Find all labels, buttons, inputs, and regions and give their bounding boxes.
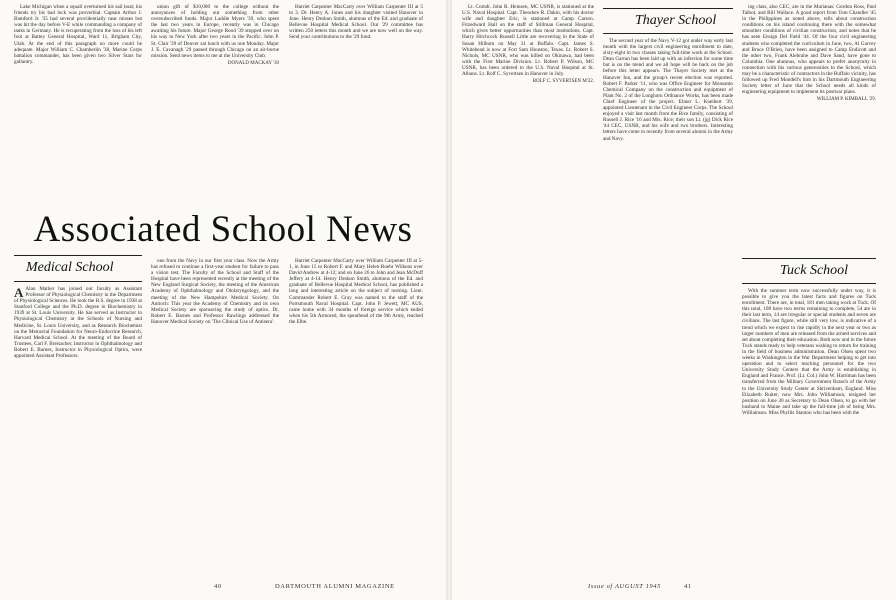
right-column-3	[742, 4, 876, 252]
thayer-rule-top	[603, 8, 733, 9]
medical-column-2	[151, 258, 279, 578]
tuck-rule-top	[742, 258, 876, 259]
medical-column-3	[289, 258, 423, 578]
left-top-column-3	[289, 4, 423, 194]
medical-col3-text: Harriet Carpenter MacCarty over William Carpenter III at 5-1, in June 15 to Robert F. and Mary Helen Roehr Wilkens over David Andrew at 4-12; and on June 26 to John and Jean McDuff Jeffery at 4-14. Henry Deshon Smith, alumnus of the Ed. and graduate of Bellevue Hospital Medical School, has published a long and interesting article on the subject of nursing. Lieut. Commander Robert E. Gray was named to the staff of the Portsmouth Naval Hospital. Capt. John P. Jewett, MC AUS, came home with 34 months of foreign service which ended when his 5th Armored, the spearhead of the 9th Army, reached the Elbe.	[289, 258, 423, 325]
right-col2-text: The second year of the Navy V-12 got under way early last month with the largest civil engineering enrollment to date, sixty-eight in two classes taking full-time work at the School. Dean Garran has been laid up with an infection for some time but is on the mend and we all hope will be back on the job before this letter appears. The Thayer Society met at the Hanover Inn, and the group's recent election was reported. Robert F. Parker '11, who was Office Engineer for Monsanto Chemical Company on the construction and equipment of Plant No. 2 of the Longhorn Ordnance Works, has been made Chief Engineer of the project. Elmer L. Kneibert '39, appointed Lieutenant in the Civil Engineer Corps. The School enjoyed a visit last month from the Rice family, consisting of Russell J. Rice '16 and Mrs. Rice; their son Lt. (jg) Dick Rice '44 CEC, USNR, and his wife and two brothers. Interesting letters have come in recently from several alumni in the Army and Navy.	[603, 38, 733, 142]
medical-col2-text: one from the Navy in our first year class. Now the Army has refused to continue a first-year student for failure to pass a vision test. The Faculty of the School and Staff of the Hospital have been represented recently at the meeting of the New England Surgical Society, the meeting of the American Academy of Ophthalmology and Otolaryngology, and the meeting of the New Hampshire Medical Society. On Antioch: This year the Academy of Chemistry and its own Medical Society are sponsoring the study of optics. Dr. Robert E. Barnes and Professor Rawlings addressed the Hanover Medical Society on 'The Clinical Use of Antisera'.	[151, 258, 279, 325]
tuck-col-text: With the summer term now successfully under way, it is possible to give you the latest facts and figures on Tuck enrollment. There are, in total, 181 men taking work at Tuck. Of this total, 108 have two terms remaining to complete, 54 are in their last term, 14 are irregular or special students and seven are civilians. The last figure, while still very low, is indicative of a trend which we expect to rise rapidly in the next year or two as larger numbers of men are released from the armed services and set about completing their education. Both now and in the future Tuck stands ready to help veterans wishing to return for training in the field of business administration. Dean Olsen spent two weeks in Washington in the War Department helping to get into operation and to select teaching personnel for the two University Study Centers that the Army is establishing in England and France. Prof. (Lt. Col.) John W. Harriman has been transferred from the Military Government Branch of the Army to the University Study Center at Shrivenham, England. Miss Elizabeth Ruiter, now Mrs. John Williamson, resigned her position on June 30 as Secretary to Dean Olsen, to go with her husband to Maine and take up the full-time job of being Mrs. Williamson. Miss Phyllis Stanton who has been with the	[742, 288, 876, 416]
left-top-column-1	[14, 4, 142, 194]
right-col3-text: ing class, also CEC, are in the Marianas: Gordon Ross, Paul Talbot, and Bill Wallace. A good report from Tom Chandler '45 in the Philippines as noted above, tells about construction conditions on his island continuing there with the somewhat smoother conditions of civilian construction, and notes that he has seen Ensign Del Field '44. Of the four civil engineering students who completed the curriculum in June, two, Al Garvey and Bruce O'Brien, have been assigned to Camp Endicott and the other two, Frank Alebrahe and Dave Sand, have gone to Columbia. One alumnus, who appears to prefer anonymity in connection with his various generosities to the School, which may be a characteristic of contractors in the Buffalo vicinity, has followed up Fred Mondell's hint in his Dartmouth Engineering Society letter of June that the School needs all kinds of engineering equipment to implement its postwar plans.	[742, 4, 876, 96]
medical-rule-top	[14, 255, 142, 256]
thayer-rule-bottom	[603, 33, 733, 34]
right-page-number: 41	[684, 583, 692, 590]
drop-cap: A	[14, 286, 24, 300]
right-column-2	[603, 38, 733, 572]
left-page-number: 40	[214, 583, 222, 590]
right-col3-signature: WILLIAM P. KIMBALL '29.	[816, 97, 876, 103]
left-page	[0, 0, 446, 600]
right-col1-text: Lt. Comdr. John R. Heinsen, MC USNR, is stationed at the U.S. Naval Hospital. Capt. Theodore R. Dakin, with his doctor wife and daughter Eric, is stationed at Camp Carson. Fitzedward Hall on the staff of Stillman General Hospital, which gives better opportunities than most institutions. Capt. Harry Hitchcock Russell Little are recovering in the State of Susan Hilburn on May 31 at Buffalo. Capt. James S. Whitehead is now at Fort Sam Houston, Texas. Lt. Robert S. Nichols, MC USNR, who was killed on Okinawa, had been with the First Marine Division. Lt. Robert P. Wilson, MC USNR, has been ordered to the U.S. Naval Hospital at St. Albans. Lt. Rolf C. Syvertsen in Hanover in July.	[462, 4, 594, 78]
tuck-school-title: Tuck School	[780, 263, 849, 278]
magazine-title-footer: DARTMOUTH ALUMNI MAGAZINE	[275, 583, 395, 590]
left-top-col2-text: union gift of $10,000 to the college without the annoyances of holding out something from other oversubscribed funds. Major Laddie Myers '39, who spent the last two years in Europe, recently was in Chicago awaiting his future. Major George Rood '39 stopped over on his way to New York after two years in the Pacific. John P. St. Clair '39 of Denver sat lunch with us one Monday. Major J. E. Cavanagh '29 passed through Chicago on an air-borne mission. Send news items to me at the University Club.	[151, 4, 279, 59]
right-column-1	[462, 4, 594, 572]
left-top-col3-text: Harriet Carpenter MacCarty over William Carpenter III at 5 to 3. Dr. Henry A. Jones and his daughter visited Hanover in June. Henry Deshon Smith, alumnus of the Ed. and graduate of Bellevue Hospital Medical School. Our '29 committee has written 250 letters this month and we are now well on the way. Send your contributions to the '29 fund.	[289, 4, 423, 41]
medical-col1-text: Alan Mather has joined our faculty as Assistant Professor of Physiological Chemistry in the Department of Physiological Sciences. He took the B.S. degree in 1938 at Stanford College and the Ph.D. degree in Biochemistry in 1939 at St. Louis University. He has served as Instructor in Physiological Chemistry at the Schools of Nursing and Medicine, St. Louis University, and as Research Biochemist on the Memorial Foundation for Neuro-Endocrine Research, Harvard Medical School. At the meeting of the Board of Trustees, Carl F. Breisacher, Instructor in Ophthalmology and Robert E. Barnes, Instructor in Physiological Optics, were appointed Assistant Professors.	[14, 286, 142, 360]
medical-column-1	[14, 286, 142, 578]
left-top-column-2	[151, 4, 279, 194]
issue-date-footer: Issue of AUGUST 1945	[588, 583, 661, 590]
left-top-col1-text: Lake Michigan when a squall overturned his sail boat; his friends try his bad luck was proverbial. Captain Arthur J. Bamford Jr. '35 had several providentially near misses but was hit the day before V-E while commanding a company of tanks in Germany. He is recuperating from the loss of his left foot at Battey General Hospital, Ward 11, Brigham City, Utah. At the end of this paragraph no more could be adequate. Major William C. Chamberlin '38, Marine Corps battalion commander, has been given two Silver Stars for gallantry.	[14, 4, 142, 65]
right-col1-signature: ROLF C. SYVERTSEN M'22.	[532, 79, 594, 85]
right-page	[452, 0, 896, 600]
left-top-col2-signature: DONALD MACKAY '30	[227, 60, 279, 66]
tuck-rule-bottom	[742, 283, 876, 284]
medical-rule-bottom	[14, 281, 142, 282]
associated-school-news-heading: Associated School News	[33, 209, 413, 250]
tuck-column	[742, 288, 876, 576]
thayer-school-title: Thayer School	[635, 13, 717, 28]
medical-school-title: Medical School	[26, 260, 114, 275]
